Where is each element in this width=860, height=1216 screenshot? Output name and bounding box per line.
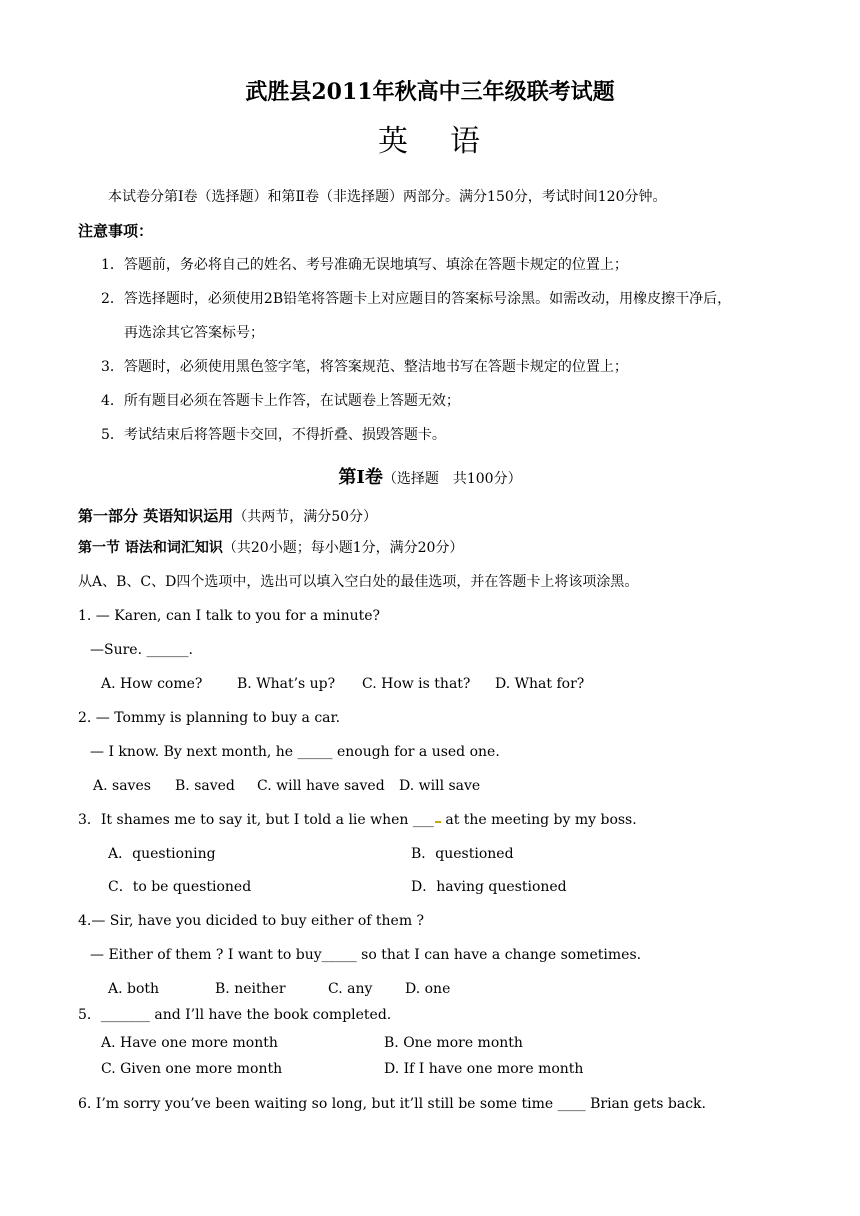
q2-option-c: C. will have saved — [257, 778, 385, 794]
section1-name: 第一节 语法和词汇知识 — [78, 540, 223, 556]
note-item-3: 3．答题时，必须使用黑色签字笔，将答案规范、整洁地书写在答题卡规定的位置上； — [101, 359, 628, 375]
q5-option-c: C. Given one more month — [101, 1061, 283, 1077]
q2-option-a: A. saves — [93, 778, 151, 794]
part1-name: 第一部分 英语知识运用 — [78, 507, 234, 525]
q4-option-d: D. one — [405, 981, 451, 997]
q5-stem: 5．_______ and I’ll have the book completed. — [78, 1007, 392, 1023]
exam-title: 武胜县2011年秋高中三年级联考试题 — [245, 79, 615, 105]
part1-note: （共两节，满分50分） — [233, 509, 378, 525]
q5-option-a: A. Have one more month — [101, 1035, 278, 1051]
volume-note: （选择题 共100分） — [382, 471, 522, 487]
note-item-2: 2．答选择题时，必须使用2B铅笔将答题卡上对应题目的答案标号涂黑。如需改动，用橡皮擦干净后， — [101, 291, 732, 307]
subject-heading — [0, 116, 860, 160]
q3-stem-part2: at the meeting by my boss. — [440, 812, 637, 828]
q3-option-b: B．questioned — [411, 846, 514, 862]
subject-char-1: 英 — [378, 124, 410, 159]
q3-option-a: A．questioning — [108, 846, 216, 862]
q1-option-c: C. How is that? — [362, 676, 471, 692]
q2-reply: — I know. By next month, he _____ enough for a used one. — [90, 744, 500, 760]
instruction-text: 从A、B、C、D四个选项中，选出可以填入空白处的最佳选项，并在答题卡上将该项涂黑。 — [78, 574, 639, 590]
section1-heading — [78, 539, 463, 557]
notes-heading: 注意事项： — [78, 222, 154, 240]
q4-option-a: A. both — [108, 981, 160, 997]
note-item-1: 1．答题前，务必将自己的姓名、考号准确无误地填写、填涂在答题卡规定的位置上； — [101, 257, 628, 273]
note-item-4: 4．所有题目必须在答题卡上作答，在试题卷上答题无效； — [101, 393, 460, 409]
q2-stem: 2. — Tommy is planning to buy a car. — [78, 710, 341, 726]
q4-reply: — Either of them ? I want to buy_____ so that I can have a change sometimes. — [90, 947, 642, 963]
q5-option-b: B. One more month — [384, 1035, 523, 1051]
q3-option-c: C．to be questioned — [108, 879, 252, 895]
q1-option-b: B. What’s up? — [237, 676, 336, 692]
q2-option-d: D. will save — [399, 778, 481, 794]
q1-reply: —Sure. ______. — [90, 642, 193, 658]
q5-option-d: D. If I have one more month — [384, 1061, 584, 1077]
volume-name: 第Ⅰ卷 — [338, 467, 383, 488]
q4-option-c: C. any — [328, 981, 373, 997]
q1-stem: 1. — Karen, can I talk to you for a minute? — [78, 608, 381, 624]
q1-option-d: D. What for? — [495, 676, 585, 692]
note-item-2-cont: 再选涂其它答案标号； — [124, 325, 264, 341]
q4-option-b: B. neither — [215, 981, 286, 997]
intro-text: 本试卷分第Ⅰ卷（选择题）和第Ⅱ卷（非选择题）两部分。满分150分，考试时间120分钟。 — [108, 189, 667, 205]
subject-char-2: 语 — [450, 124, 482, 159]
q3-option-d: D．having questioned — [411, 879, 567, 895]
q3-stem — [78, 811, 637, 829]
q4-stem: 4.— Sir, have you dicided to buy either of them ? — [78, 913, 425, 929]
section1-note: （共20小题；每小题1分，满分20分） — [222, 540, 464, 556]
part1-heading — [78, 505, 377, 526]
volume-heading — [0, 463, 860, 489]
q6-stem: 6. I’m sorry you’ve been waiting so long, but it’ll still be some time ____ Brian gets back. — [78, 1096, 706, 1112]
note-item-5: 5．考试结束后将答题卡交回，不得折叠、损毁答题卡。 — [101, 427, 446, 443]
q3-stem-part1: 3．It shames me to say it, but I told a lie when ___ — [78, 812, 434, 828]
q1-option-a: A. How come? — [101, 676, 203, 692]
q2-option-b: B. saved — [175, 778, 235, 794]
